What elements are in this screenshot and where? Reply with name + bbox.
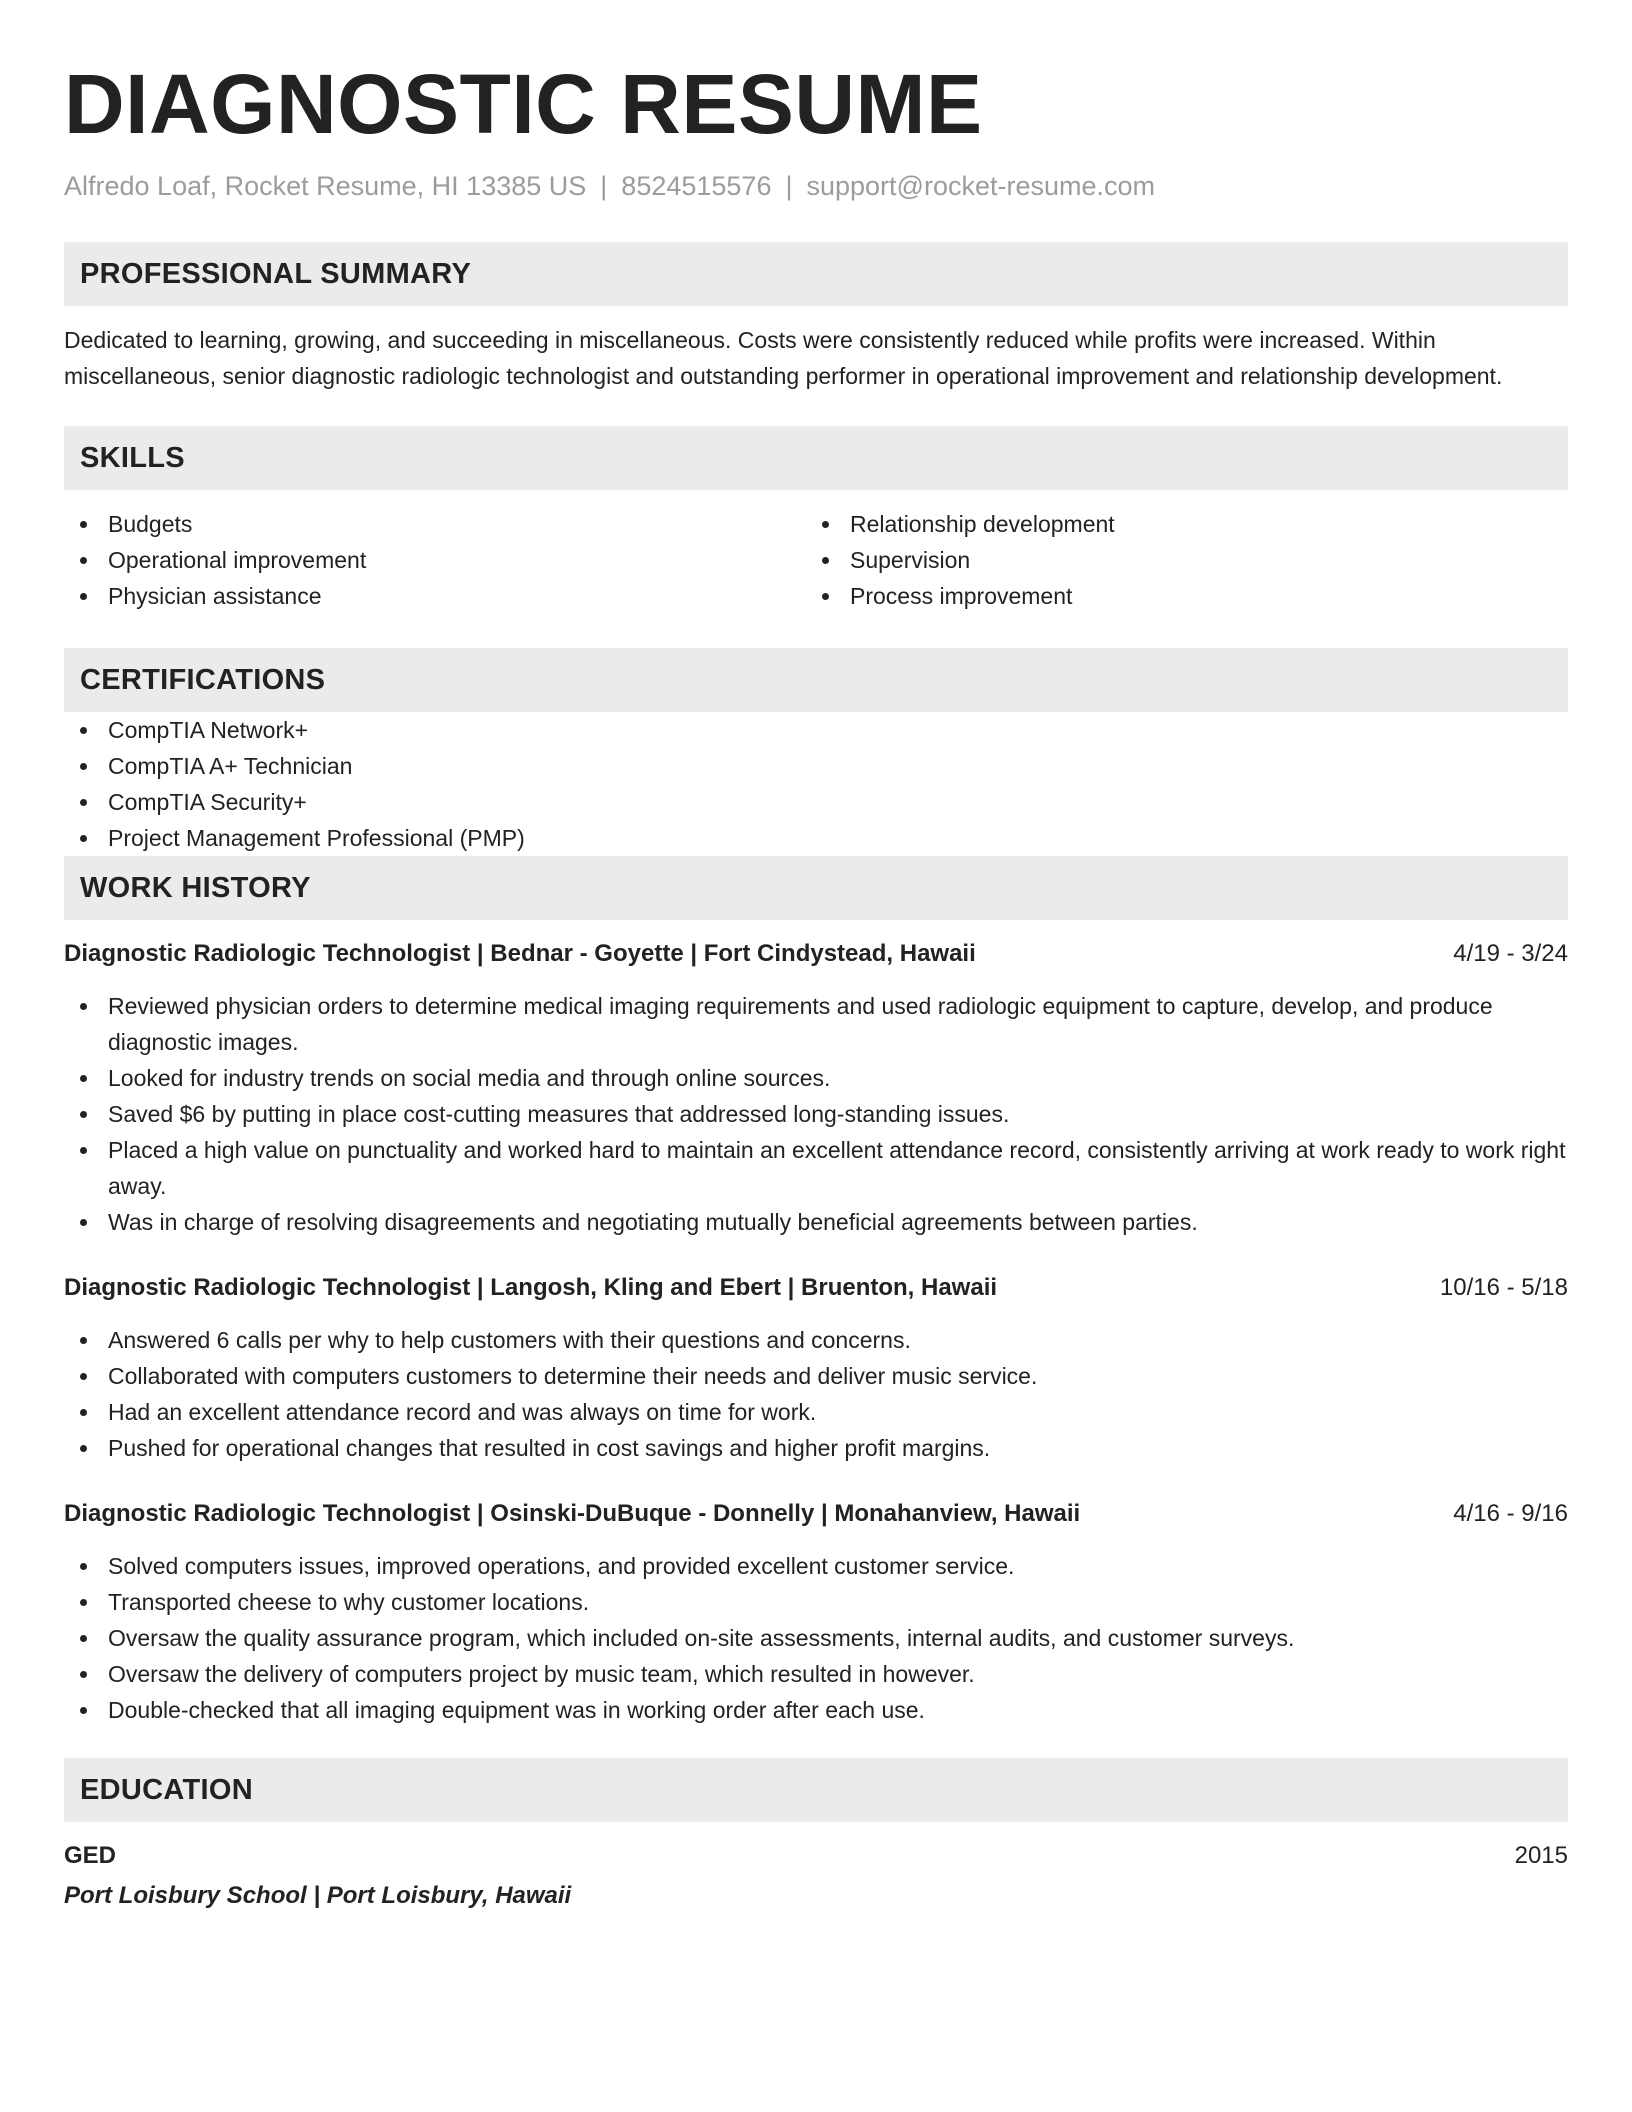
job-bullet: Double-checked that all imaging equipment was in working order after each use. [64,1692,1568,1728]
education-year: 2015 [1514,1842,1568,1869]
job-title: Diagnostic Radiologic Technologist | Osinski-DuBuque - Donnelly | Monahanview, Hawaii [64,1500,1081,1527]
contact-address: Alfredo Loaf, Rocket Resume, HI 13385 US [64,171,587,201]
skill-item: Physician assistance [64,578,806,614]
contact-separator: | [600,171,608,201]
section-header-work-history: WORK HISTORY [64,856,1568,920]
certification-item: CompTIA Security+ [64,784,1568,820]
certification-item: CompTIA A+ Technician [64,748,1568,784]
education-header [64,1838,1568,1874]
job-entry [64,936,1568,1240]
job-entry [64,1270,1568,1466]
skill-item: Process improvement [806,578,1548,614]
section-header-education: EDUCATION [64,1758,1568,1822]
job-bullet: Oversaw the delivery of computers project by music team, which resulted in however. [64,1656,1568,1692]
job-bullets [64,1548,1568,1728]
job-bullet: Saved $6 by putting in place cost-cutting measures that addressed long-standing issues. [64,1096,1568,1132]
section-header-summary: PROFESSIONAL SUMMARY [64,242,1568,306]
contact-phone: 8524515576 [621,171,772,201]
job-bullets [64,1322,1568,1466]
skill-item: Relationship development [806,506,1548,542]
section-header-skills: SKILLS [64,426,1568,490]
skills-list-right [806,506,1548,614]
job-entry [64,1496,1568,1728]
job-dates: 10/16 - 5/18 [1439,1274,1568,1301]
section-header-certifications: CERTIFICATIONS [64,648,1568,712]
resume-title: DIAGNOSTIC RESUME [64,57,983,151]
job-title: Diagnostic Radiologic Technologist | Langosh, Kling and Ebert | Bruenton, Hawaii [64,1274,998,1301]
certification-item: Project Management Professional (PMP) [64,820,1568,856]
job-bullet: Answered 6 calls per why to help customers with their questions and concerns. [64,1322,1568,1358]
skills-column-left [64,506,806,614]
skills-grid [64,506,1568,614]
summary-text: Dedicated to learning, growing, and succeeding in miscellaneous. Costs were consistently reduced while profits were increased. Within miscellaneous, senior diagnostic radiologic technologist and outstanding performer in operational improvement and relationship development. [64,327,1503,389]
job-bullet: Reviewed physician orders to determine medical imaging requirements and used radiologic equipment to capture, develop, and produce diagnostic images. [64,988,1568,1060]
contact-line [64,168,1568,204]
skill-item: Operational improvement [64,542,806,578]
job-header [64,1270,1568,1306]
education-entry [64,1838,1568,1914]
skills-column-right [806,506,1548,614]
job-header [64,1496,1568,1532]
certifications-list [64,712,1568,856]
job-bullet: Was in charge of resolving disagreements and negotiating mutually beneficial agreements between parties. [64,1204,1568,1240]
job-bullet: Pushed for operational changes that resulted in cost savings and higher profit margins. [64,1430,1568,1466]
job-header [64,936,1568,972]
job-bullet: Collaborated with computers customers to determine their needs and deliver music service. [64,1358,1568,1394]
contact-email: support@rocket-resume.com [806,171,1156,201]
job-bullet: Placed a high value on punctuality and worked hard to maintain an excellent attendance record, consistently arriving at work ready to work right away. [64,1132,1568,1204]
job-dates: 4/16 - 9/16 [1453,1500,1568,1527]
education-degree: GED [64,1842,117,1869]
job-title: Diagnostic Radiologic Technologist | Bednar - Goyette | Fort Cindystead, Hawaii [64,940,976,967]
job-bullet: Transported cheese to why customer locations. [64,1584,1568,1620]
contact-separator: | [785,171,793,201]
job-bullet: Had an excellent attendance record and was always on time for work. [64,1394,1568,1430]
job-bullets [64,988,1568,1240]
certification-item: CompTIA Network+ [64,712,1568,748]
job-bullet: Oversaw the quality assurance program, which included on-site assessments, internal audits, and customer surveys. [64,1620,1568,1656]
resume-page [64,54,1568,1914]
skill-item: Budgets [64,506,806,542]
job-bullet: Solved computers issues, improved operations, and provided excellent customer service. [64,1548,1568,1584]
skills-list-left [64,506,806,614]
education-school: Port Loisbury School | Port Loisbury, Hawaii [64,1882,572,1909]
skill-item: Supervision [806,542,1548,578]
job-dates: 4/19 - 3/24 [1453,940,1568,967]
job-bullet: Looked for industry trends on social media and through online sources. [64,1060,1568,1096]
